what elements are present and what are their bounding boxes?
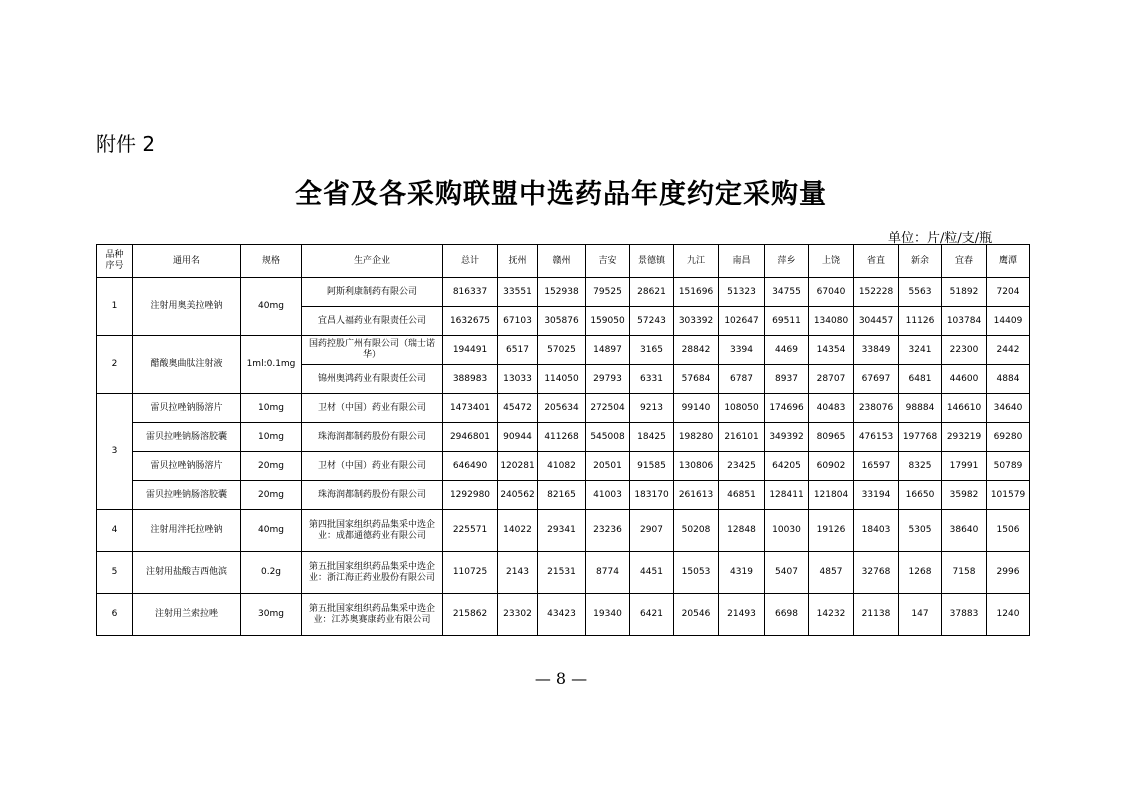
value-cell: 159050 (586, 307, 630, 336)
value-cell: 32768 (854, 552, 899, 594)
value-cell: 14354 (809, 336, 854, 365)
value-cell: 8774 (586, 552, 630, 594)
header-yingtan: 鹰潭 (987, 245, 1030, 278)
value-cell: 1506 (987, 510, 1030, 552)
value-cell: 303392 (674, 307, 719, 336)
value-cell: 102647 (719, 307, 765, 336)
value-cell: 240562 (498, 481, 538, 510)
drug-name-cell: 注射用兰索拉唑 (133, 594, 241, 636)
value-cell: 198280 (674, 423, 719, 452)
value-cell: 3241 (899, 336, 942, 365)
value-cell: 20546 (674, 594, 719, 636)
value-cell: 128411 (765, 481, 809, 510)
value-cell: 41082 (538, 452, 586, 481)
value-cell: 14022 (498, 510, 538, 552)
value-cell: 51892 (942, 278, 987, 307)
value-cell: 9213 (630, 394, 674, 423)
value-cell: 152938 (538, 278, 586, 307)
manufacturer-cell: 第四批国家组织药品集采中选企业：成都通德药业有限公司 (302, 510, 443, 552)
manufacturer-cell: 国药控股广州有限公司（瑞士诺华） (302, 336, 443, 365)
drug-name-cell: 雷贝拉唑钠肠溶片 (133, 452, 241, 481)
value-cell: 388983 (443, 365, 498, 394)
value-cell: 91585 (630, 452, 674, 481)
header-xinyu: 新余 (899, 245, 942, 278)
value-cell: 147 (899, 594, 942, 636)
value-cell: 57243 (630, 307, 674, 336)
spec-cell: 20mg (241, 452, 302, 481)
value-cell: 67697 (854, 365, 899, 394)
seq-cell: 6 (97, 594, 133, 636)
header-spec: 规格 (241, 245, 302, 278)
value-cell: 45472 (498, 394, 538, 423)
value-cell: 28707 (809, 365, 854, 394)
manufacturer-cell: 锦州奥鸿药业有限责任公司 (302, 365, 443, 394)
manufacturer-cell: 阿斯利康制药有限公司 (302, 278, 443, 307)
table-row (97, 394, 1030, 423)
value-cell: 5305 (899, 510, 942, 552)
header-jian: 吉安 (586, 245, 630, 278)
value-cell: 545008 (586, 423, 630, 452)
value-cell: 18425 (630, 423, 674, 452)
table-row (97, 336, 1030, 365)
table-body (97, 278, 1030, 636)
value-cell: 8937 (765, 365, 809, 394)
value-cell: 33849 (854, 336, 899, 365)
table-row (97, 452, 1030, 481)
attachment-label: 附件 2 (96, 132, 156, 156)
value-cell: 272504 (586, 394, 630, 423)
value-cell: 40483 (809, 394, 854, 423)
value-cell: 349392 (765, 423, 809, 452)
spec-cell: 40mg (241, 278, 302, 336)
header-row (97, 245, 1030, 278)
spec-cell: 20mg (241, 481, 302, 510)
value-cell: 120281 (498, 452, 538, 481)
header-yichun: 宜春 (942, 245, 987, 278)
value-cell: 60902 (809, 452, 854, 481)
drug-name-cell: 注射用奥美拉唑钠 (133, 278, 241, 336)
value-cell: 22300 (942, 336, 987, 365)
value-cell: 18403 (854, 510, 899, 552)
seq-cell: 3 (97, 394, 133, 510)
value-cell: 110725 (443, 552, 498, 594)
value-cell: 67103 (498, 307, 538, 336)
header-nanchang: 南昌 (719, 245, 765, 278)
value-cell: 35982 (942, 481, 987, 510)
value-cell: 121804 (809, 481, 854, 510)
value-cell: 29793 (586, 365, 630, 394)
value-cell: 80965 (809, 423, 854, 452)
manufacturer-cell: 卫材（中国）药业有限公司 (302, 452, 443, 481)
value-cell: 15053 (674, 552, 719, 594)
value-cell: 146610 (942, 394, 987, 423)
spec-cell: 30mg (241, 594, 302, 636)
value-cell: 216101 (719, 423, 765, 452)
value-cell: 197768 (899, 423, 942, 452)
value-cell: 6698 (765, 594, 809, 636)
value-cell: 14897 (586, 336, 630, 365)
drug-name-cell: 注射用泮托拉唑钠 (133, 510, 241, 552)
value-cell: 6517 (498, 336, 538, 365)
header-shangrao: 上饶 (809, 245, 854, 278)
drug-name-cell: 雷贝拉唑钠肠溶胶囊 (133, 423, 241, 452)
value-cell: 152228 (854, 278, 899, 307)
drug-name-cell: 雷贝拉唑钠肠溶片 (133, 394, 241, 423)
header-ganzhou: 赣州 (538, 245, 586, 278)
drug-name-cell: 注射用盐酸吉西他滨 (133, 552, 241, 594)
seq-cell: 1 (97, 278, 133, 336)
value-cell: 28621 (630, 278, 674, 307)
manufacturer-cell: 珠海润都制药股份有限公司 (302, 423, 443, 452)
value-cell: 20501 (586, 452, 630, 481)
value-cell: 1632675 (443, 307, 498, 336)
value-cell: 1240 (987, 594, 1030, 636)
value-cell: 225571 (443, 510, 498, 552)
value-cell: 44600 (942, 365, 987, 394)
value-cell: 7204 (987, 278, 1030, 307)
value-cell: 4319 (719, 552, 765, 594)
spec-cell: 10mg (241, 394, 302, 423)
table-row (97, 278, 1030, 307)
seq-cell: 4 (97, 510, 133, 552)
value-cell: 57684 (674, 365, 719, 394)
value-cell: 51323 (719, 278, 765, 307)
manufacturer-cell: 宜昌人福药业有限责任公司 (302, 307, 443, 336)
manufacturer-cell: 珠海润都制药股份有限公司 (302, 481, 443, 510)
value-cell: 41003 (586, 481, 630, 510)
value-cell: 69511 (765, 307, 809, 336)
value-cell: 4469 (765, 336, 809, 365)
value-cell: 50789 (987, 452, 1030, 481)
spec-cell: 40mg (241, 510, 302, 552)
spec-cell: 0.2g (241, 552, 302, 594)
value-cell: 19340 (586, 594, 630, 636)
value-cell: 23236 (586, 510, 630, 552)
value-cell: 64205 (765, 452, 809, 481)
value-cell: 6481 (899, 365, 942, 394)
value-cell: 79525 (586, 278, 630, 307)
value-cell: 12848 (719, 510, 765, 552)
value-cell: 16650 (899, 481, 942, 510)
value-cell: 37883 (942, 594, 987, 636)
value-cell: 114050 (538, 365, 586, 394)
value-cell: 43423 (538, 594, 586, 636)
value-cell: 23425 (719, 452, 765, 481)
value-cell: 646490 (443, 452, 498, 481)
header-jingdezhen: 景德镇 (630, 245, 674, 278)
value-cell: 2143 (498, 552, 538, 594)
unit-label: 单位：片/粒/支/瓶 (888, 231, 993, 246)
header-manufacturer: 生产企业 (302, 245, 443, 278)
value-cell: 11126 (899, 307, 942, 336)
value-cell: 174696 (765, 394, 809, 423)
value-cell: 305876 (538, 307, 586, 336)
value-cell: 57025 (538, 336, 586, 365)
value-cell: 38640 (942, 510, 987, 552)
value-cell: 2996 (987, 552, 1030, 594)
value-cell: 2907 (630, 510, 674, 552)
table-row (97, 510, 1030, 552)
value-cell: 67040 (809, 278, 854, 307)
value-cell: 34755 (765, 278, 809, 307)
value-cell: 28842 (674, 336, 719, 365)
value-cell: 69280 (987, 423, 1030, 452)
table-row (97, 423, 1030, 452)
value-cell: 7158 (942, 552, 987, 594)
value-cell: 293219 (942, 423, 987, 452)
value-cell: 194491 (443, 336, 498, 365)
value-cell: 29341 (538, 510, 586, 552)
value-cell: 16597 (854, 452, 899, 481)
value-cell: 134080 (809, 307, 854, 336)
page-number: — 8 — (534, 669, 588, 688)
value-cell: 183170 (630, 481, 674, 510)
value-cell: 6787 (719, 365, 765, 394)
value-cell: 816337 (443, 278, 498, 307)
value-cell: 14232 (809, 594, 854, 636)
value-cell: 90944 (498, 423, 538, 452)
manufacturer-cell: 第五批国家组织药品集采中选企业：江苏奥赛康药业有限公司 (302, 594, 443, 636)
seq-cell: 5 (97, 552, 133, 594)
value-cell: 411268 (538, 423, 586, 452)
table-row (97, 552, 1030, 594)
header-name: 通用名 (133, 245, 241, 278)
value-cell: 4857 (809, 552, 854, 594)
value-cell: 5563 (899, 278, 942, 307)
value-cell: 8325 (899, 452, 942, 481)
value-cell: 3394 (719, 336, 765, 365)
header-pingxiang: 萍乡 (765, 245, 809, 278)
value-cell: 215862 (443, 594, 498, 636)
value-cell: 6331 (630, 365, 674, 394)
value-cell: 34640 (987, 394, 1030, 423)
value-cell: 19126 (809, 510, 854, 552)
document-title: 全省及各采购联盟中选药品年度约定采购量 (295, 179, 827, 210)
value-cell: 1268 (899, 552, 942, 594)
value-cell: 98884 (899, 394, 942, 423)
header-total: 总计 (443, 245, 498, 278)
value-cell: 130806 (674, 452, 719, 481)
value-cell: 21493 (719, 594, 765, 636)
value-cell: 6421 (630, 594, 674, 636)
value-cell: 10030 (765, 510, 809, 552)
drug-name-cell: 醋酸奥曲肽注射液 (133, 336, 241, 394)
drug-name-cell: 雷贝拉唑钠肠溶胶囊 (133, 481, 241, 510)
header-fuzhou: 抚州 (498, 245, 538, 278)
value-cell: 304457 (854, 307, 899, 336)
value-cell: 1473401 (443, 394, 498, 423)
value-cell: 101579 (987, 481, 1030, 510)
value-cell: 21531 (538, 552, 586, 594)
header-jiujiang: 九江 (674, 245, 719, 278)
header-seq: 品种 序号 (97, 245, 133, 278)
value-cell: 33194 (854, 481, 899, 510)
value-cell: 13033 (498, 365, 538, 394)
manufacturer-cell: 卫材（中国）药业有限公司 (302, 394, 443, 423)
value-cell: 21138 (854, 594, 899, 636)
value-cell: 82165 (538, 481, 586, 510)
value-cell: 5407 (765, 552, 809, 594)
value-cell: 205634 (538, 394, 586, 423)
header-shengzhi: 省直 (854, 245, 899, 278)
value-cell: 50208 (674, 510, 719, 552)
table-row (97, 594, 1030, 636)
value-cell: 99140 (674, 394, 719, 423)
value-cell: 33551 (498, 278, 538, 307)
value-cell: 151696 (674, 278, 719, 307)
value-cell: 1292980 (443, 481, 498, 510)
value-cell: 3165 (630, 336, 674, 365)
value-cell: 4451 (630, 552, 674, 594)
manufacturer-cell: 第五批国家组织药品集采中选企业：浙江海正药业股份有限公司 (302, 552, 443, 594)
value-cell: 103784 (942, 307, 987, 336)
value-cell: 23302 (498, 594, 538, 636)
value-cell: 2946801 (443, 423, 498, 452)
seq-cell: 2 (97, 336, 133, 394)
value-cell: 108050 (719, 394, 765, 423)
table-row (97, 481, 1030, 510)
value-cell: 14409 (987, 307, 1030, 336)
value-cell: 4884 (987, 365, 1030, 394)
value-cell: 238076 (854, 394, 899, 423)
spec-cell: 10mg (241, 423, 302, 452)
value-cell: 476153 (854, 423, 899, 452)
value-cell: 2442 (987, 336, 1030, 365)
value-cell: 46851 (719, 481, 765, 510)
procurement-table (96, 244, 1030, 636)
value-cell: 17991 (942, 452, 987, 481)
value-cell: 261613 (674, 481, 719, 510)
spec-cell: 1ml:0.1mg (241, 336, 302, 394)
